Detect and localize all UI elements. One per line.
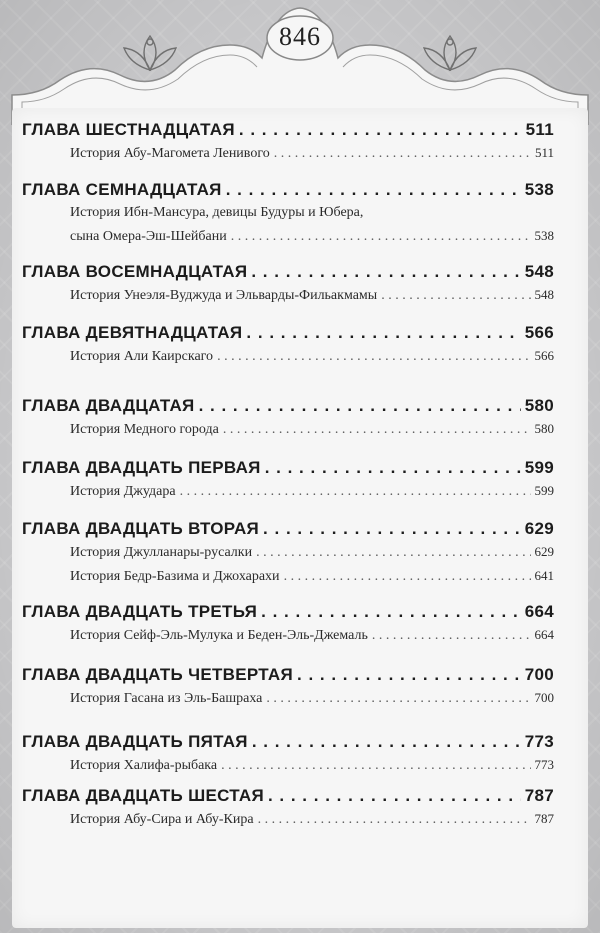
dot-leader: [217, 345, 530, 368]
chapter-page-number: 566: [524, 323, 554, 342]
dot-leader: [266, 687, 530, 710]
story-entry: [22, 540, 554, 564]
story-page-number: 511: [534, 145, 554, 160]
chapter-heading: [22, 395, 554, 417]
chapter-title: ГЛАВА ДЕВЯТНАДЦАТАЯ: [22, 323, 243, 342]
story-page-number: 787: [534, 811, 554, 826]
dot-leader: [265, 457, 521, 479]
chapter-entry: [22, 395, 554, 441]
story-page-number: 700: [534, 690, 554, 705]
chapter-page-number: 664: [524, 602, 554, 621]
chapter-entry: [22, 664, 554, 710]
chapter-page-number: 580: [524, 396, 554, 415]
chapter-title: ГЛАВА ДВАДЦАТАЯ: [22, 396, 195, 415]
dot-leader: [258, 808, 531, 831]
chapter-heading: [22, 457, 554, 479]
chapter-entry: [22, 731, 554, 777]
story-page-number: 599: [534, 483, 554, 498]
story-page-number: 538: [534, 228, 554, 243]
dot-leader: [251, 261, 520, 283]
story-title: История Джудара: [70, 484, 176, 499]
story-title: История Али Каирскаго: [70, 349, 214, 364]
chapter-page-number: 787: [524, 786, 554, 805]
chapter-heading: [22, 664, 554, 686]
dot-leader: [261, 601, 521, 623]
dot-leader: [246, 322, 520, 344]
story-entry: [22, 623, 554, 647]
chapter-heading: [22, 731, 554, 753]
chapter-title: ГЛАВА СЕМНАДЦАТАЯ: [22, 180, 222, 199]
story-page-number: 580: [534, 421, 554, 436]
story-entry: [22, 807, 554, 831]
chapter-page-number: 700: [524, 665, 554, 684]
chapter-title: ГЛАВА ДВАДЦАТЬ ТРЕТЬЯ: [22, 602, 258, 621]
chapter-heading: [22, 322, 554, 344]
chapter-heading: [22, 119, 554, 141]
chapter-entry: [22, 179, 554, 248]
story-entry: [22, 686, 554, 710]
header-ornament: [0, 0, 600, 125]
story-entry: [22, 344, 554, 368]
story-title: История Ибн-Мансура, девицы Будуры и Юбера,: [70, 205, 364, 220]
story-entry: [22, 283, 554, 307]
story-entry: [22, 141, 554, 165]
dot-leader: [256, 541, 530, 564]
story-entry: [22, 417, 554, 441]
chapter-heading: [22, 518, 554, 540]
chapter-entry: [22, 457, 554, 503]
chapter-heading: [22, 601, 554, 623]
story-page-number: 548: [534, 287, 554, 302]
chapter-title: ГЛАВА ДВАДЦАТЬ ПЕРВАЯ: [22, 458, 261, 477]
story-page-number: 629: [534, 544, 554, 559]
dot-leader: [263, 518, 521, 540]
dot-leader: [231, 225, 531, 248]
story-title: История Унеэля-Вуджуда и Эльварды-Фильакмамы: [70, 288, 378, 303]
chapter-entry: [22, 785, 554, 831]
dot-leader: [226, 179, 521, 201]
dot-leader: [180, 480, 531, 503]
story-title: История Абу-Магомета Ленивого: [70, 146, 270, 161]
story-title: История Абу-Сира и Абу-Кира: [70, 812, 254, 827]
story-page-number: 641: [534, 568, 554, 583]
dot-leader: [274, 142, 531, 165]
story-title: История Бедр-Базима и Джохарахи: [70, 569, 280, 584]
dot-leader: [372, 624, 531, 647]
chapter-entry: [22, 322, 554, 368]
story-title: История Сейф-Эль-Мулука и Беден-Эль-Джемаль: [70, 628, 368, 643]
story-title: История Халифа-рыбака: [70, 758, 218, 773]
chapter-page-number: 629: [524, 519, 554, 538]
dot-leader: [381, 284, 530, 307]
dot-leader: [199, 395, 521, 417]
chapter-page-number: 538: [524, 180, 554, 199]
chapter-heading: [22, 785, 554, 807]
chapter-page-number: 548: [524, 262, 554, 281]
chapter-page-number: 599: [524, 458, 554, 477]
story-title: История Гасана из Эль-Башраха: [70, 691, 263, 706]
dot-leader: [252, 731, 521, 753]
dot-leader: [297, 664, 521, 686]
chapter-entry: [22, 119, 554, 165]
chapter-title: ГЛАВА ДВАДЦАТЬ ШЕСТАЯ: [22, 786, 264, 805]
story-entry: [22, 479, 554, 503]
chapter-entry: [22, 601, 554, 647]
story-entry: [22, 753, 554, 777]
chapter-title: ГЛАВА ВОСЕМНАДЦАТАЯ: [22, 262, 248, 281]
chapter-entry: [22, 261, 554, 307]
story-title: История Джулланары-русалки: [70, 545, 253, 560]
chapter-heading: [22, 261, 554, 283]
chapter-page-number: 511: [525, 120, 554, 139]
page-number: 846: [279, 22, 321, 51]
story-title: сына Омера-Эш-Шейбани: [70, 229, 227, 244]
story-entry: [22, 201, 554, 224]
dot-leader: [221, 754, 530, 777]
dot-leader: [239, 119, 522, 141]
dot-leader: [284, 565, 531, 588]
chapter-heading: [22, 179, 554, 201]
story-title: История Медного города: [70, 422, 219, 437]
chapter-title: ГЛАВА ДВАДЦАТЬ ЧЕТВЕРТАЯ: [22, 665, 293, 684]
chapter-title: ГЛАВА ДВАДЦАТЬ ПЯТАЯ: [22, 732, 248, 751]
story-page-number: 664: [534, 627, 554, 642]
story-entry: [22, 564, 554, 588]
chapter-page-number: 773: [524, 732, 554, 751]
story-entry: [22, 224, 554, 248]
story-page-number: 566: [534, 348, 554, 363]
chapter-title: ГЛАВА ДВАДЦАТЬ ВТОРАЯ: [22, 519, 260, 538]
chapter-entry: [22, 518, 554, 588]
chapter-title: ГЛАВА ШЕСТНАДЦАТАЯ: [22, 120, 235, 139]
dot-leader: [223, 418, 531, 441]
dot-leader: [268, 785, 521, 807]
story-page-number: 773: [534, 757, 554, 772]
